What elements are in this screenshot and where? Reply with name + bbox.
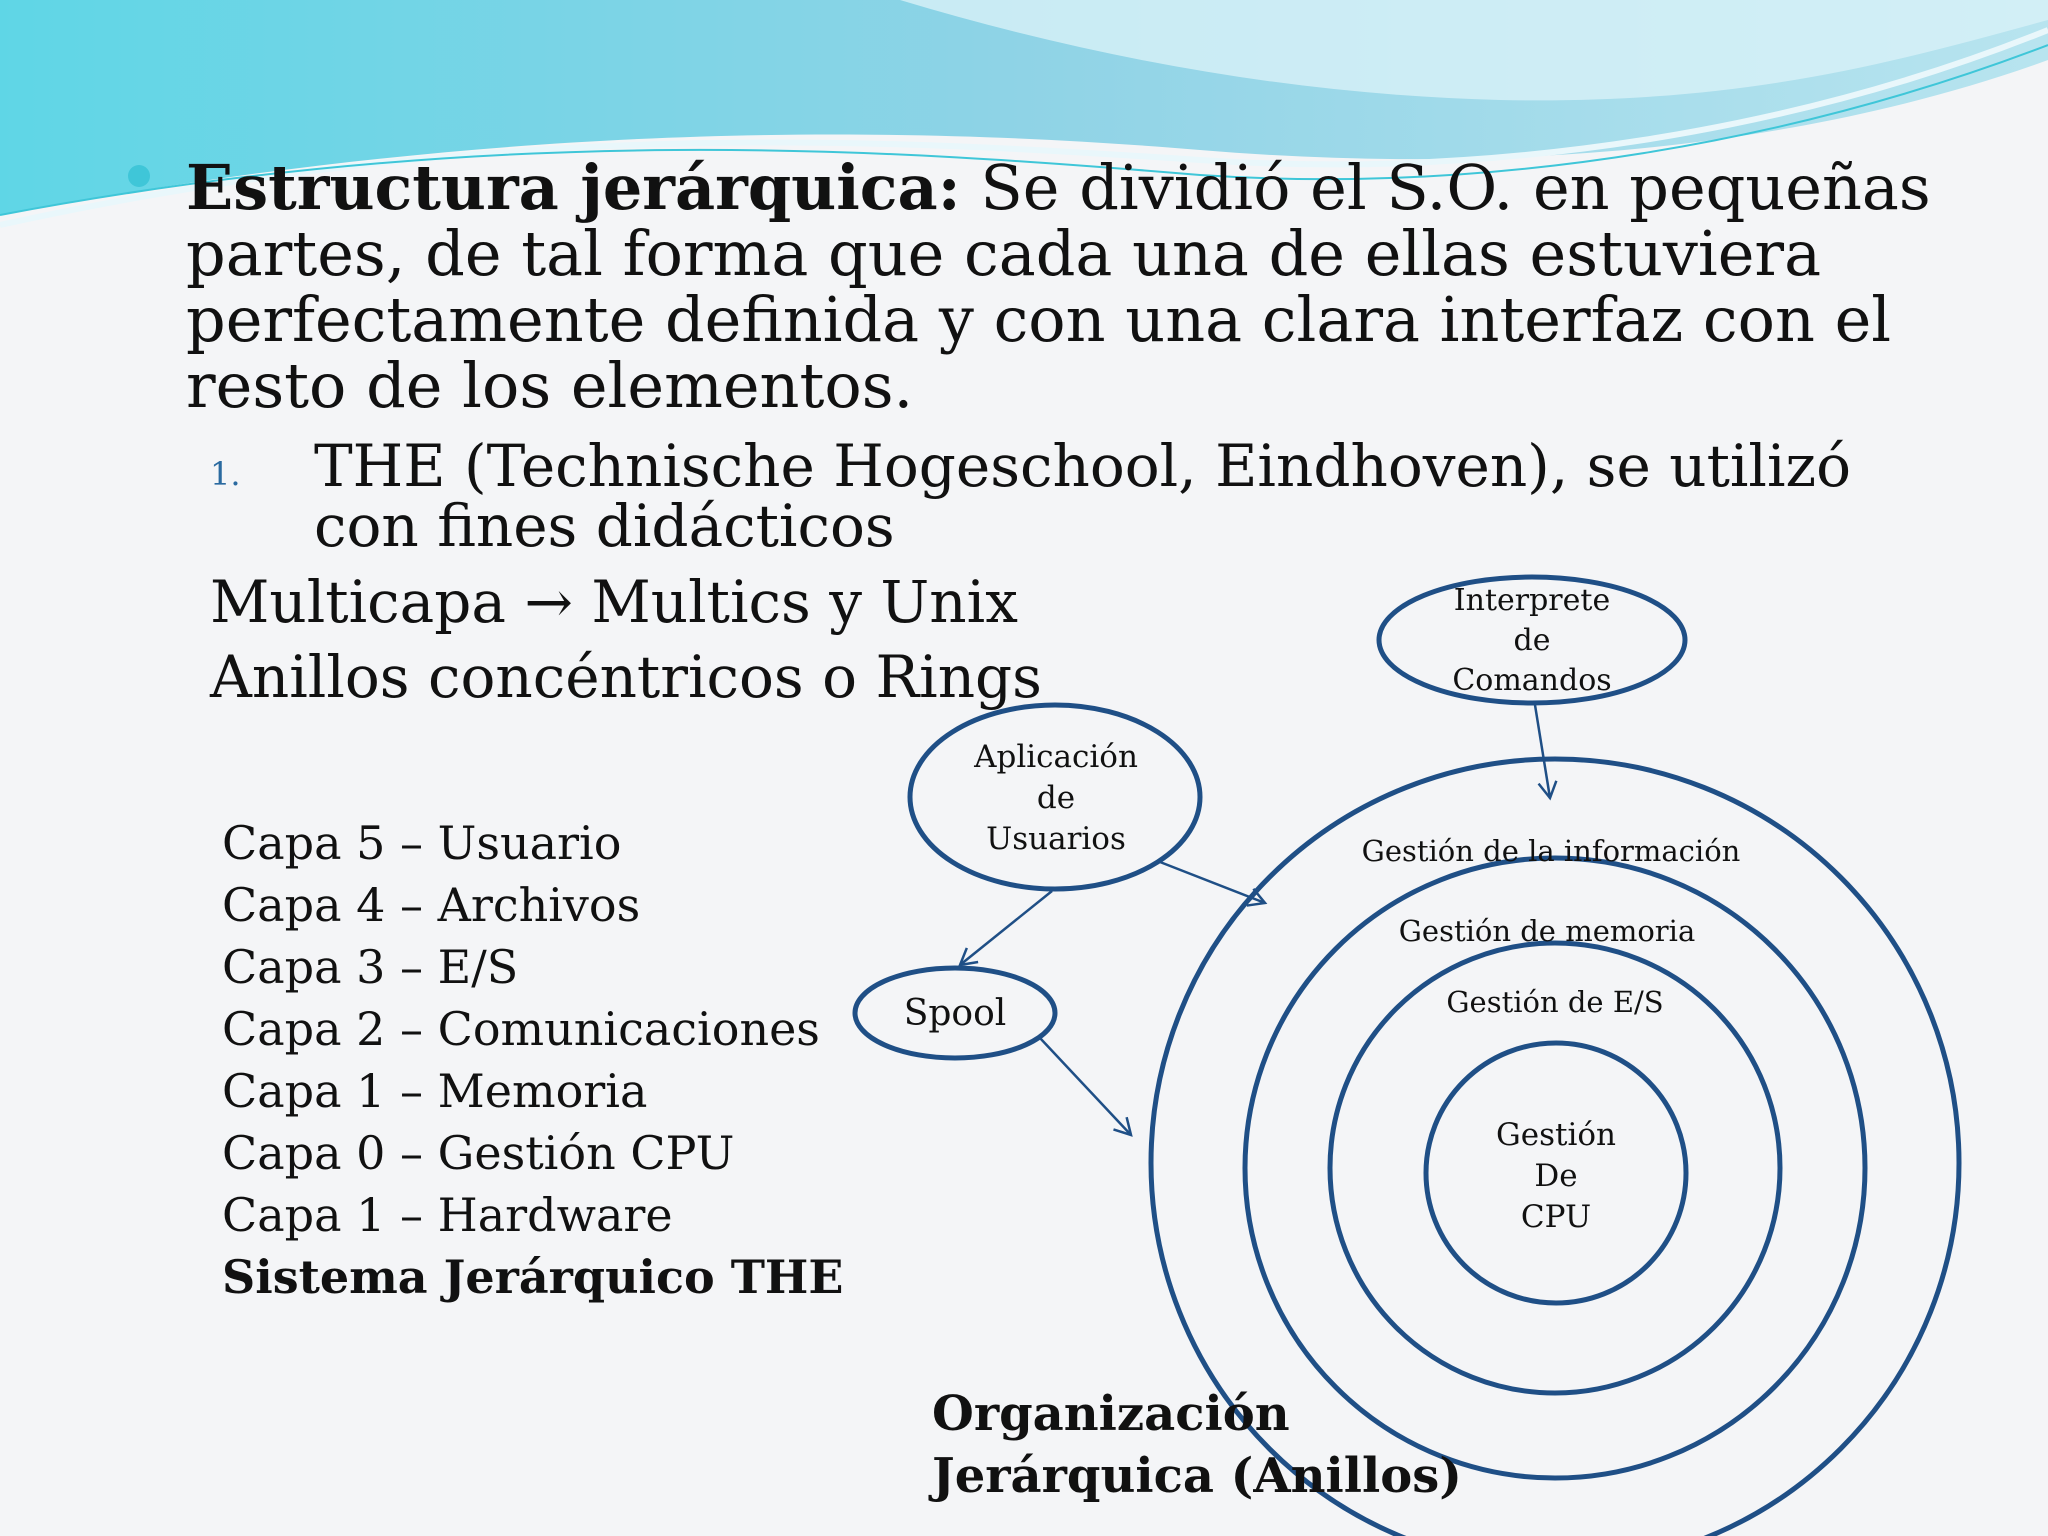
layer-item: Capa 1 – Memoria [222,1064,648,1118]
aplicacion-label-2: de [1036,780,1076,816]
arrow-aplicacion-to-rings [1160,862,1265,903]
multicapa-line: Multicapa → Multics y Unix [210,568,1018,636]
core-label-2: De [1534,1158,1578,1194]
aplicacion-label-3: Usuarios [986,821,1126,857]
ring-label-es: Gestión de E/S [1446,985,1664,1019]
interprete-label-3: Comandos [1452,663,1612,698]
ring-label-memoria: Gestión de memoria [1398,914,1696,948]
spool-label: Spool [903,993,1007,1034]
arrow-interprete-to-rings [1535,705,1550,798]
core-label-1: Gestión [1495,1117,1617,1153]
layers-caption: Sistema Jerárquico THE [222,1250,844,1304]
interprete-label-1: Interprete [1453,583,1611,618]
layer-item: Capa 0 – Gestión CPU [222,1126,735,1180]
heading-bold: Estructura jerárquica: [186,151,961,224]
anillos-line: Anillos concéntricos o Rings [210,643,1042,711]
sub-item-text: THE (Technische Hogeschool, Eindhoven), se utilizó con fines didácticos [314,432,1851,560]
arrow-spool-to-rings [1040,1038,1131,1135]
layer-item: Capa 1 – Hardware [222,1188,673,1242]
aplicacion-label-1: Aplicación [974,739,1138,775]
diagram-caption [932,1383,1462,1507]
core-label-3: CPU [1520,1199,1592,1235]
layer-item: Capa 4 – Archivos [222,878,641,932]
ring-label-informacion: Gestión de la información [1361,834,1741,868]
layer-item: Capa 3 – E/S [222,940,519,994]
layer-item: Capa 5 – Usuario [222,816,622,870]
layer-item: Capa 2 – Comunicaciones [222,1002,820,1056]
heading-rest: Se dividió el S.O. en pequeñas partes, de tal forma que cada una de ellas estuviera perfectamente definida y con una clara interfaz con el resto de los elementos. [186,151,1931,422]
diagram-caption-line-2: Jerárquica (Anillos) [932,1448,1462,1504]
interprete-label-2: de [1513,623,1551,658]
sub-item-number: 1. [210,455,241,493]
diagram-caption-line-1: Organización [932,1386,1290,1442]
arrow-aplicacion-to-spool [960,891,1052,965]
